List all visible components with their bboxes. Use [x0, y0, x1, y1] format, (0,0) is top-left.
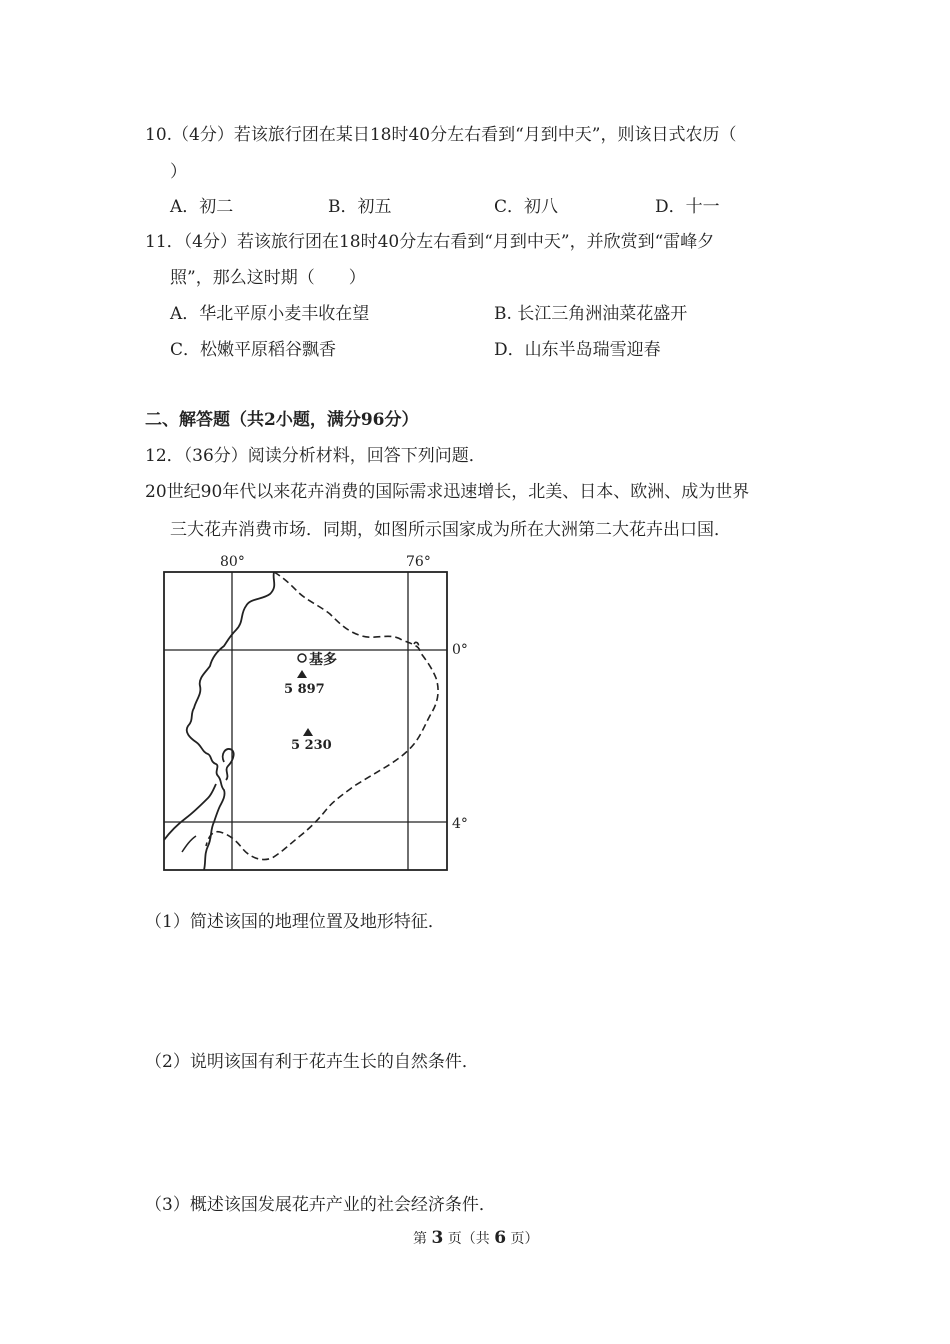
- southern-coast-2: [182, 836, 196, 852]
- peak-1-label: 5 897: [284, 682, 325, 697]
- lon-label-80: 80°: [220, 554, 245, 570]
- page-footer: [413, 1228, 539, 1248]
- footer-total-pages: 6: [494, 1228, 507, 1248]
- map-frame: [164, 572, 447, 870]
- footer-pre: 第: [413, 1231, 427, 1247]
- q11-option-a: A．华北平原小麦丰收在望: [170, 304, 370, 324]
- peak-1-marker: [297, 670, 307, 678]
- q10-stem-cont: ）: [170, 162, 187, 182]
- southern-coast: [164, 784, 216, 840]
- q11-option-c: C．松嫩平原稻谷飘香: [170, 340, 337, 360]
- q11-option-d: D．山东半岛瑞雪迎春: [494, 340, 661, 360]
- q10-option-d: D．十一: [655, 197, 720, 217]
- q11-stem: 11．（4分）若该旅行团在18时40分左右看到“月到中天”，并欣赏到“雷峰夕: [145, 232, 715, 252]
- q12-sub3: （3）概述该国发展花卉产业的社会经济条件．: [145, 1195, 496, 1215]
- q10-stem: 10.（4分）若该旅行团在某日18时40分左右看到“月到中天”，则该日式农历（: [145, 125, 737, 145]
- footer-page-number: 3: [431, 1228, 444, 1248]
- q12-material-line2: 三大花卉消费市场．同期，如图所示国家成为所在大洲第二大花卉出口国．: [170, 520, 731, 540]
- q12-stem: 12．（36分）阅读分析材料，回答下列问题．: [145, 446, 486, 466]
- q12-sub1: （1）简述该国的地理位置及地形特征．: [145, 912, 445, 932]
- q11-option-b: B. 长江三角洲油菜花盛开: [494, 304, 688, 324]
- q10-option-c: C．初八: [494, 197, 559, 217]
- peak-2-label: 5 230: [291, 738, 332, 753]
- lat-label-0: 0°: [452, 642, 468, 658]
- national-border: [206, 572, 438, 860]
- q11-stem-cont: 照”，那么这时期（ ）: [170, 268, 366, 288]
- q10-option-a: A．初二: [170, 197, 234, 217]
- q12-sub2: （2）说明该国有利于花卉生长的自然条件．: [145, 1052, 479, 1072]
- section-title: 二、解答题（共2小题，满分96分）: [145, 410, 419, 430]
- peak-2-marker: [303, 728, 313, 736]
- q10-option-b: B．初五: [328, 197, 392, 217]
- capital-marker: [298, 654, 306, 662]
- q12-material-line1: 20世纪90年代以来花卉消费的国际需求迅速增长，北美、日本、欧洲、成为世界: [145, 482, 750, 502]
- ecuador-map: [150, 548, 480, 878]
- lon-label-76: 76°: [406, 554, 431, 570]
- capital-label: 基多: [309, 652, 337, 668]
- coastline: [187, 572, 275, 870]
- footer-mid: 页（共: [447, 1231, 490, 1247]
- lat-label-4: 4°: [452, 816, 468, 832]
- footer-post: 页）: [510, 1231, 539, 1247]
